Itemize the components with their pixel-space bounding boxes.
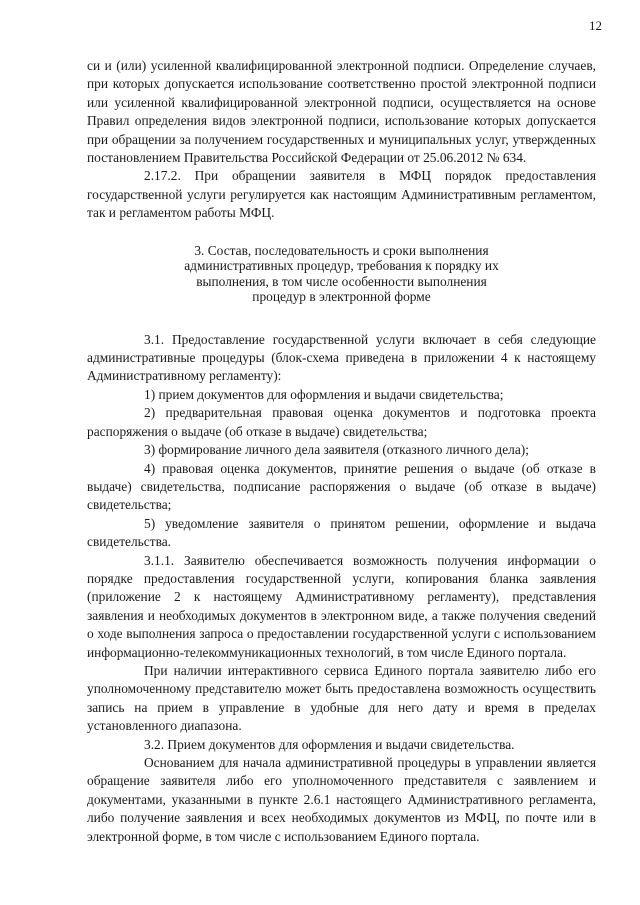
section-heading (87, 243, 596, 305)
paragraph-basis: Основанием для начала административной процедуры в управлении является обращение заявителя либо его уполномоченного представителя с заявлением и документами, указанными в пункте 2.6.1 настоящего Административного регламента, либо получение заявления и всех необходимых документов из МФЦ, по почте или в электронной форме, в том числе с использованием Единого портала. (87, 755, 596, 844)
section-heading-line: 3. Состав, последовательность и сроки выполнения (194, 242, 489, 258)
paragraph-3-1: 3.1. Предоставление государственной услуги включает в себя следующие административные процедуры (блок-схема приведена в приложении 4 к настоящему Административному регламенту): (87, 331, 596, 384)
list-item: 4) правовая оценка документов, принятие решения о выдаче (об отказе в выдаче) свидетельства, подписание распоряжения о выдаче (об отказе в выдаче) свидетельства; (87, 460, 596, 513)
paragraph-2-17-2: 2.17.2. При обращении заявителя в МФЦ порядок предоставления государственной услуги регулируется как настоящим Административным регламентом, так и регламентом работы МФЦ. (87, 168, 596, 221)
list-item: 3) формирование личного дела заявителя (отказного личного дела); (144, 442, 529, 458)
paragraph-continuation: си и (или) усиленной квалифицированной электронной подписи. Определение случаев, при которых допускается использование соответственно простой электронной подписи или усиленной квалифицированной электронной подписи, осуществляется на основе Правил определения видов электронной подписи, использование которых допускается при обращении за получением государственных и муниципальных услуг, утвержденных постановлением Правительства Российской Федерации от 25.06.2012 № 634. (87, 58, 596, 166)
list-item: 1) прием документов для оформления и выдачи свидетельства; (144, 386, 504, 402)
document-body (87, 57, 596, 846)
paragraph-3-2: 3.2. Прием документов для оформления и выдачи свидетельства. (144, 736, 515, 752)
paragraph-3-1-1: 3.1.1. Заявителю обеспечивается возможность получения информации о порядке предоставления государственной услуги, копирования бланка заявления (приложение 2 к настоящему Административному регламенту), представления заявления и необходимых документов в электронном виде, а также получения сведений о ходе выполнения запроса о предоставлении государственной услуги с использованием информационно-телекоммуникационных технологий, в том числе Единого портала. (87, 552, 596, 660)
list-item: 2) предварительная правовая оценка документов и подготовка проекта распоряжения о выдаче (об отказе в выдаче) свидетельства; (87, 405, 596, 439)
section-heading-line: административных процедур, требования к порядку их (184, 258, 499, 274)
paragraph-interactive-service: При наличии интерактивного сервиса Единого портала заявителю либо его уполномоченному представителю может быть предоставлена возможность осуществить запись на прием в управление в удобные для него дату и время в пределах установленного диапазона. (87, 662, 596, 734)
list-item: 5) уведомление заявителя о принятом решении, оформление и выдача свидетельства. (87, 515, 596, 550)
section-heading-line: выполнения, в том числе особенности выполнения (196, 273, 487, 289)
section-heading-line: процедур в электронной форме (252, 289, 431, 305)
page-number: 12 (589, 18, 602, 33)
